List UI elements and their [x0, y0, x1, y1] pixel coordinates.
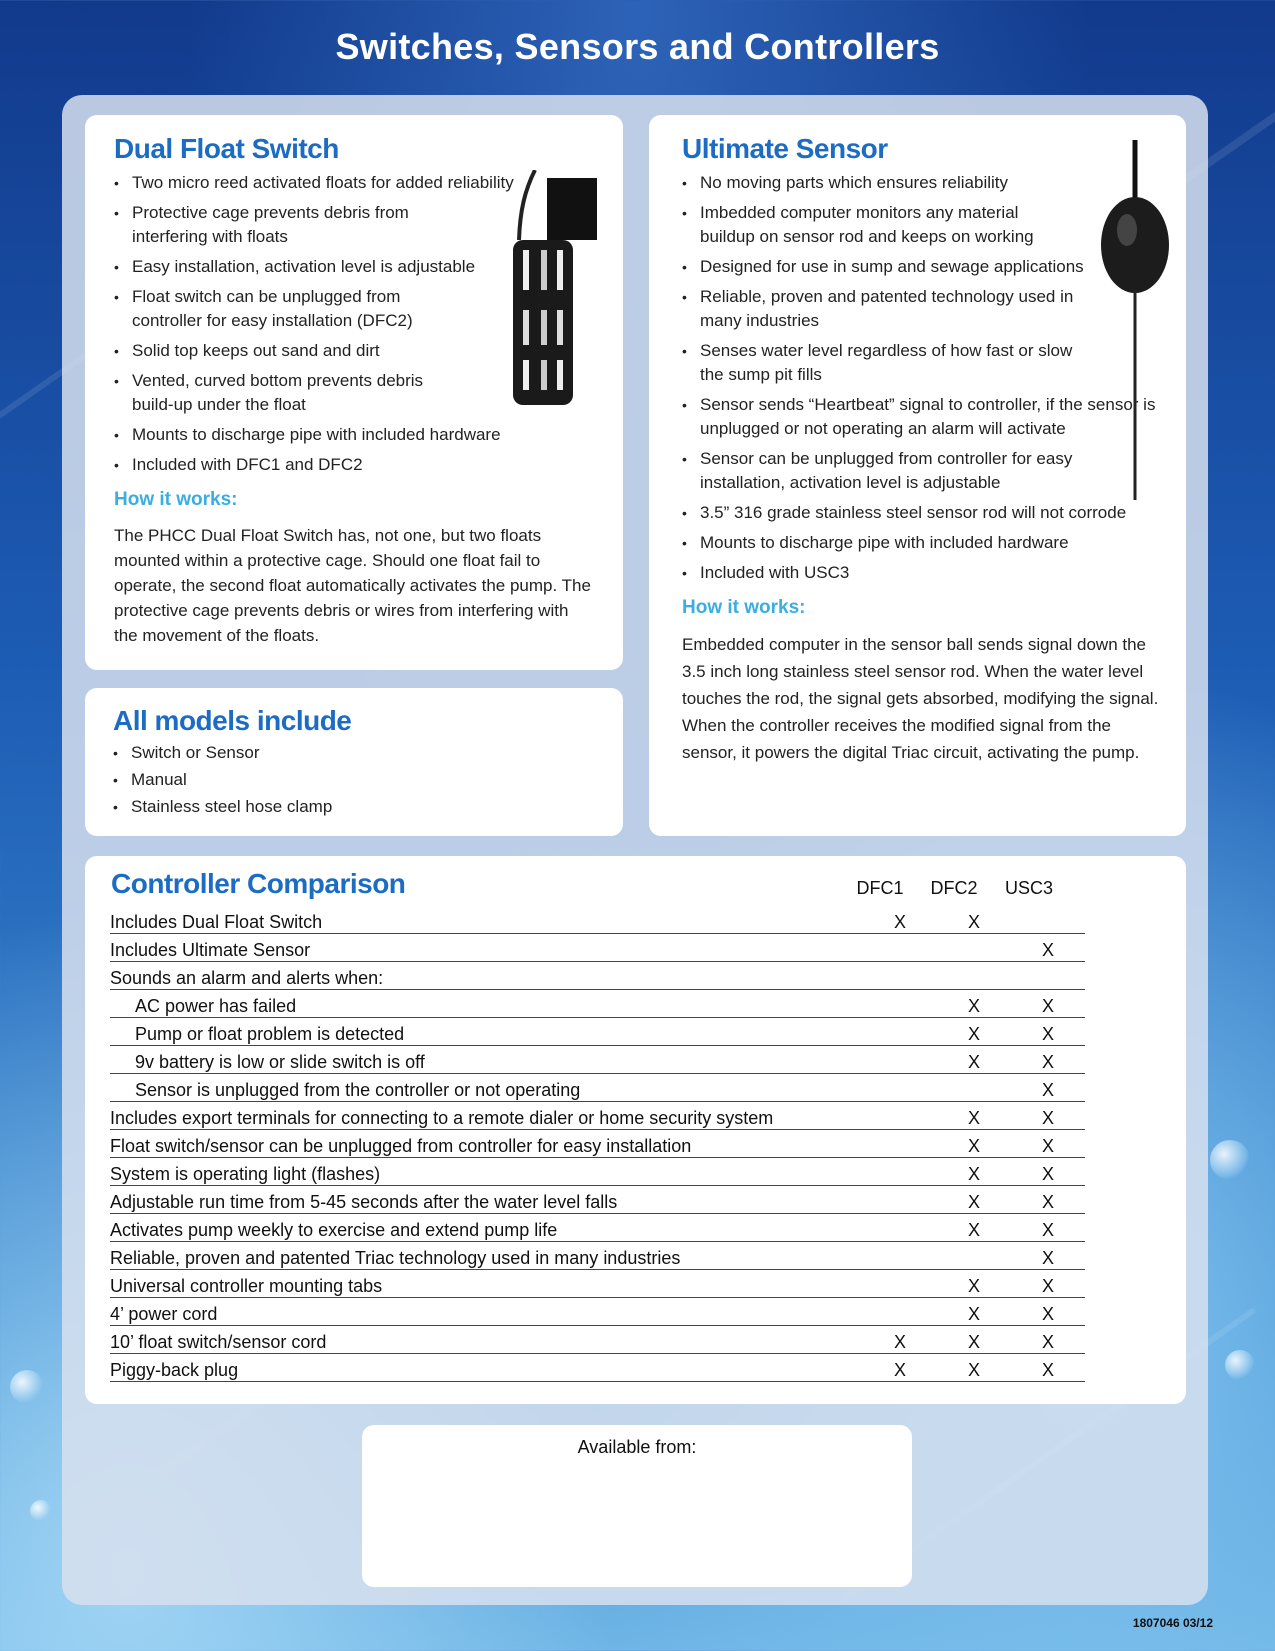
row-label: Reliable, proven and patented Triac technology used in many industries [110, 1242, 863, 1270]
table-row [110, 1102, 1085, 1130]
dfc2-cell: X [937, 1298, 1011, 1326]
row-label: Universal controller mounting tabs [110, 1270, 863, 1298]
dfc1-cell [863, 990, 937, 1018]
row-label: Adjustable run time from 5-45 seconds after the water level falls [110, 1186, 863, 1214]
dfc2-cell: X [937, 1354, 1011, 1382]
ultimate-how-text: Embedded computer in the sensor ball sends signal down the 3.5 inch long stainless steel sensor rod. When the water level touches the rod, the signal gets absorbed, modifying the signal. When the controller receives the modified signal from the sensor, it powers the digital Triac circuit, activating the pump. [682, 635, 1159, 762]
dfc2-cell [937, 962, 1011, 990]
usc3-cell: X [1011, 1074, 1085, 1102]
list-item: • Imbedded computer monitors any material buildup on sensor rod and keeps on working [682, 201, 1060, 249]
dfc2-cell: X [937, 1130, 1011, 1158]
list-item: • Stainless steel hose clamp [113, 795, 351, 819]
dfc2-cell: X [937, 1158, 1011, 1186]
usc3-cell: X [1011, 1242, 1085, 1270]
list-item: • Easy installation, activation level is adjustable [114, 255, 512, 279]
usc3-cell: X [1011, 1102, 1085, 1130]
usc3-cell: X [1011, 1186, 1085, 1214]
row-label: Includes Ultimate Sensor [110, 934, 863, 962]
ultimate-how-heading: How it works: [682, 597, 806, 618]
available-from-label: Available from: [577, 1437, 697, 1457]
table-row [110, 1130, 1085, 1158]
usc3-cell: X [1011, 1270, 1085, 1298]
list-item: • Included with DFC1 and DFC2 [114, 453, 534, 477]
row-label: Includes export terminals for connecting to a remote dialer or home security system [110, 1102, 863, 1130]
row-label: Activates pump weekly to exercise and extend pump life [110, 1214, 863, 1242]
column-header-usc3: USC3 [1004, 878, 1053, 898]
row-label: Sounds an alarm and alerts when: [110, 962, 863, 990]
dfc1-cell [863, 1074, 937, 1102]
dfc1-cell [863, 962, 937, 990]
document-code: 1807046 03/12 [1132, 1616, 1213, 1630]
table-row [110, 934, 1085, 962]
dfc1-cell: X [863, 1326, 937, 1354]
usc3-cell: X [1011, 934, 1085, 962]
table-row [110, 1214, 1085, 1242]
usc3-cell: X [1011, 1354, 1085, 1382]
row-label: Includes Dual Float Switch [110, 906, 863, 934]
dfc2-cell: X [937, 1270, 1011, 1298]
list-item: • 3.5” 316 grade stainless steel sensor rod will not corrode [682, 501, 1162, 525]
column-header-dfc2: DFC2 [930, 878, 978, 898]
dfc2-cell [937, 1074, 1011, 1102]
dfc1-cell [863, 1046, 937, 1074]
table-row [110, 1270, 1085, 1298]
usc3-cell: X [1011, 1214, 1085, 1242]
row-label: 10’ float switch/sensor cord [110, 1326, 863, 1354]
dfc2-cell: X [937, 1186, 1011, 1214]
all-models-bullets [113, 741, 351, 819]
usc3-cell: X [1011, 1298, 1085, 1326]
dfc1-cell [863, 1242, 937, 1270]
all-models-card [85, 688, 623, 836]
comparison-table [110, 906, 1085, 1382]
dfc2-cell: X [937, 990, 1011, 1018]
dfc2-cell [937, 934, 1011, 962]
dfc1-cell [863, 1214, 937, 1242]
table-row [110, 1326, 1085, 1354]
dual-float-heading: Dual Float Switch [114, 133, 339, 164]
usc3-cell: X [1011, 1046, 1085, 1074]
list-item: • Protective cage prevents debris from interfering with floats [114, 201, 432, 249]
available-from-box [362, 1425, 912, 1587]
dfc1-cell [863, 1158, 937, 1186]
column-header-dfc1: DFC1 [856, 878, 904, 898]
usc3-cell: X [1011, 1326, 1085, 1354]
row-label: System is operating light (flashes) [110, 1158, 863, 1186]
list-item: • Reliable, proven and patented technology used in many industries [682, 285, 1100, 333]
dual-float-how-heading: How it works: [114, 489, 238, 510]
ultimate-sensor-card [649, 115, 1186, 836]
list-item: • Designed for use in sump and sewage applications [682, 255, 1162, 279]
dfc2-cell: X [937, 906, 1011, 934]
list-item: • Sensor can be unplugged from controller for easy installation, activation level is adjustable [682, 447, 1120, 495]
dfc2-cell: X [937, 1326, 1011, 1354]
list-item: • Senses water level regardless of how fast or slow the sump pit fills [682, 339, 1100, 387]
table-row [110, 906, 1085, 934]
table-row [110, 1354, 1085, 1382]
comparison-heading: Controller Comparison [111, 868, 406, 899]
ultimate-sensor-image [1097, 140, 1177, 505]
dfc1-cell [863, 1130, 937, 1158]
usc3-cell: X [1011, 1130, 1085, 1158]
list-item: • Two micro reed activated floats for added reliability [114, 171, 572, 195]
list-item: • Vented, curved bottom prevents debris build-up under the float [114, 369, 452, 417]
row-label: Float switch/sensor can be unplugged from controller for easy installation [110, 1130, 863, 1158]
table-row [110, 1018, 1085, 1046]
table-row [110, 962, 1085, 990]
dual-float-how-text: The PHCC Dual Float Switch has, not one, but two floats mounted within a protective cage. Should one float fail to operate, the second float automatically activates the pump. The protective cage prevents debris or wires from interfering with the movement of the floats. [114, 526, 591, 645]
dfc1-cell [863, 1270, 937, 1298]
all-models-heading: All models include [113, 705, 352, 736]
dfc2-cell: X [937, 1018, 1011, 1046]
dfc2-cell [937, 1242, 1011, 1270]
usc3-cell: X [1011, 1018, 1085, 1046]
table-row [110, 1158, 1085, 1186]
row-label: Piggy-back plug [110, 1354, 863, 1382]
usc3-cell: X [1011, 990, 1085, 1018]
table-row [110, 1186, 1085, 1214]
usc3-cell: X [1011, 1158, 1085, 1186]
page-title: Switches, Sensors and Controllers [335, 26, 940, 67]
list-item: • Switch or Sensor [113, 741, 351, 765]
list-item: • Sensor sends “Heartbeat” signal to controller, if the sensor is unplugged or not operating an alarm will activate [682, 393, 1162, 441]
list-item: • Included with USC3 [682, 561, 1162, 585]
dual-float-switch-image [505, 170, 605, 410]
table-row [110, 1242, 1085, 1270]
ultimate-bullets [682, 171, 1162, 585]
table-row [110, 1046, 1085, 1074]
row-label: 9v battery is low or slide switch is off [110, 1046, 863, 1074]
row-label: Sensor is unplugged from the controller or not operating [110, 1074, 863, 1102]
dfc1-cell: X [863, 1354, 937, 1382]
dfc1-cell [863, 1298, 937, 1326]
row-label: Pump or float problem is detected [110, 1018, 863, 1046]
ultimate-heading: Ultimate Sensor [682, 133, 888, 164]
dfc1-cell [863, 1018, 937, 1046]
dfc1-cell: X [863, 906, 937, 934]
usc3-cell [1011, 906, 1085, 934]
dfc1-cell [863, 1186, 937, 1214]
dual-float-card [85, 115, 623, 670]
list-item: • No moving parts which ensures reliability [682, 171, 1162, 195]
table-row [110, 1074, 1085, 1102]
usc3-cell [1011, 962, 1085, 990]
list-item: • Manual [113, 768, 351, 792]
dfc1-cell [863, 934, 937, 962]
row-label: 4’ power cord [110, 1298, 863, 1326]
dual-float-bullets [114, 171, 534, 477]
list-item: • Mounts to discharge pipe with included hardware [114, 423, 572, 447]
list-item: • Mounts to discharge pipe with included hardware [682, 531, 1162, 555]
table-row [110, 1298, 1085, 1326]
dfc2-cell: X [937, 1102, 1011, 1130]
list-item: • Solid top keeps out sand and dirt [114, 339, 534, 363]
table-row [110, 990, 1085, 1018]
dfc2-cell: X [937, 1214, 1011, 1242]
dfc1-cell [863, 1102, 937, 1130]
list-item: • Float switch can be unplugged from controller for easy installation (DFC2) [114, 285, 432, 333]
row-label: AC power has failed [110, 990, 863, 1018]
dfc2-cell: X [937, 1046, 1011, 1074]
